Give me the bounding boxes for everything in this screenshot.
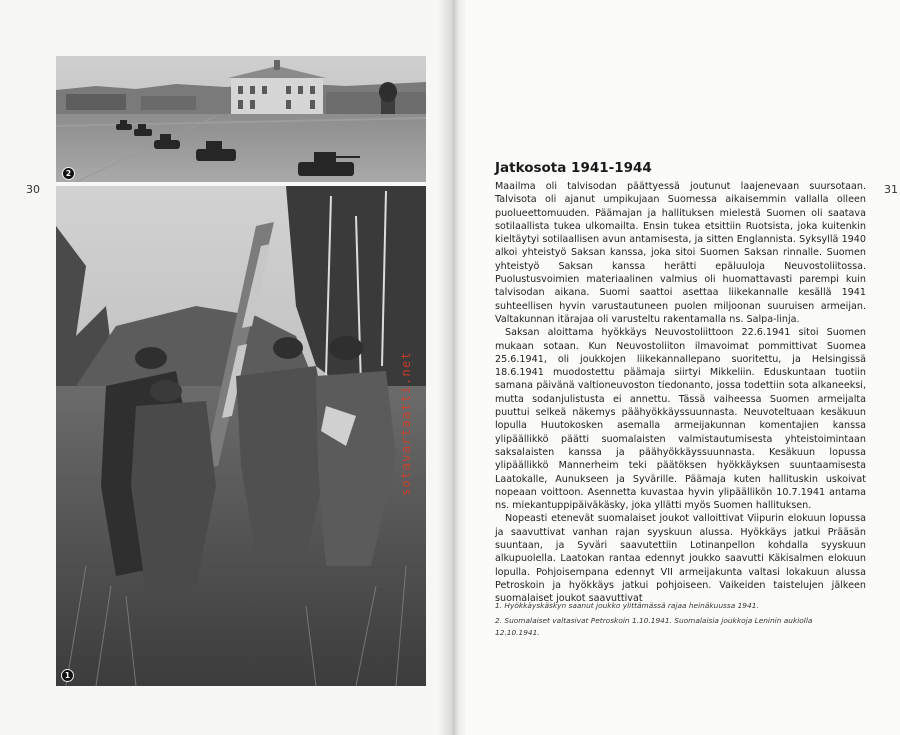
paragraph-2: Saksan aloittama hyökkäys Neuvostoliittoon 22.6.1941 sitoi Suomen mukaan sotaan. Kun Neuvostoliiton ilmavoimat pommittivat Suomea 25.6.1941, oli joukkojen liikekannallepano suoritettu, ja Helsingissä 18.6.1941 muodostettu päämaja siirtyi Mikkeliin. Eduskuntaan tuotiin samana päivänä valtioneuvoston tiedonanto, jossa todettiin sota alkaneeksi, mutta sodanjulistusta ei annettu. Tässä vaiheessa Suomen armeijalta puuttui selkeä näkemys päähyökkäyssuunnasta. Neuvoteltuaan kesäkuun lopulla Huutokosken asemalla armeijakunnan komentajien kanssa ylipäällikkö päätti suomalaisten valmistautumisesta yhteistoimintaan saksalaisten kanssa ja päähyökkäyssuunnasta. Kesäkuun lopussa ylipäällikkö Mannerheim teki päätöksen hyökkäyksen suuntaamisesta Laatokalle, Aunukseen ja Syvärille. Päämaja kuten hallituskin uskoivat nopeaan voittoon. Asennetta kuvastaa hyvin ylipäällikön 10.7.1941 antama ns. miekantuppipäiväkäsky, joka yllätti myös Suomen hallituksen. [495, 327, 866, 512]
chapter-title: Jatkosota 1941-1944 [495, 160, 652, 176]
page-number-right: 31 [884, 183, 898, 196]
photo-number-badge-1: 1 [61, 669, 74, 682]
paragraph-3: Nopeasti etenevät suomalaiset joukot valloittivat Viipurin elokuun lopussa ja saavuttivat vanhan rajan syyskuun alussa. Hyökkäys jatkui Prääsän suuntaan, ja Syväri saavutettiin Lotinanpellon kohdalla syyskuun alkupuolella. Laatokan rantaa edennyt joukko saavutti Käkisalmen elokuun lopulla. Pohjoisempana edennyt VII armeijakunta valtasi lokakuun alussa Petroskoin ja hyökkäys jatkui pohjoiseen. Vaikeiden taistelujen jälkeen suomalaiset joukot saavuttivat [495, 513, 866, 605]
caption-2: 2. Suomalaiset valtasivat Petroskoin 1.10.1941. Suomalaisia joukkoja Leninin aukiolla 12.10.1941. [495, 616, 813, 637]
photo-number-badge-2: 2 [62, 167, 75, 180]
page-number-left: 30 [26, 183, 40, 196]
photo-tanks-on-square [56, 56, 426, 182]
photo-soldiers-crossing-border [56, 186, 426, 686]
body-text [495, 180, 866, 606]
book-gutter [438, 0, 468, 735]
paragraph-1: Maailma oli talvisodan päättyessä joutunut laajenevaan suursotaan. Talvisota oli ajanut umpikujaan Suomessa aikaisemmin vallalla olleen puolueettomuuden. Päämajan ja hallituksen mielestä Suomen oli saatava sotilaallista tukea ulkomailta. Ensin tukea etsittiin Ruotsista, joka kuitenkin kieltäytyi sotilaallisen avun antamisesta, ja sitten Englannista. Syksyllä 1940 alkoi yhteistyö Saksan kanssa, joka sitoi Suomen Saksan rinnalle. Suomen yhteistyö Saksan kanssa herätti epäluuloja Neuvostoliitossa. Puolustusvoimien materiaalinen valmius oli huomattavasti parempi kuin talvisodan aikana. Suomi saattoi asettaa liikekannalle kesällä 1941 suhteellisen hyvin varustautuneen puolen miljoonan suuruisen armeijan. Valtakunnan itärajaa oli varusteltu rakentamalla ns. Salpa-linja. [495, 181, 866, 325]
caption-1: 1. Hyökkäyskäskyn saanut joukko ylittämässä rajaa heinäkuussa 1941. [495, 601, 759, 610]
photo-captions [495, 600, 825, 642]
watermark-text: sotavartaatti.net [398, 351, 413, 496]
